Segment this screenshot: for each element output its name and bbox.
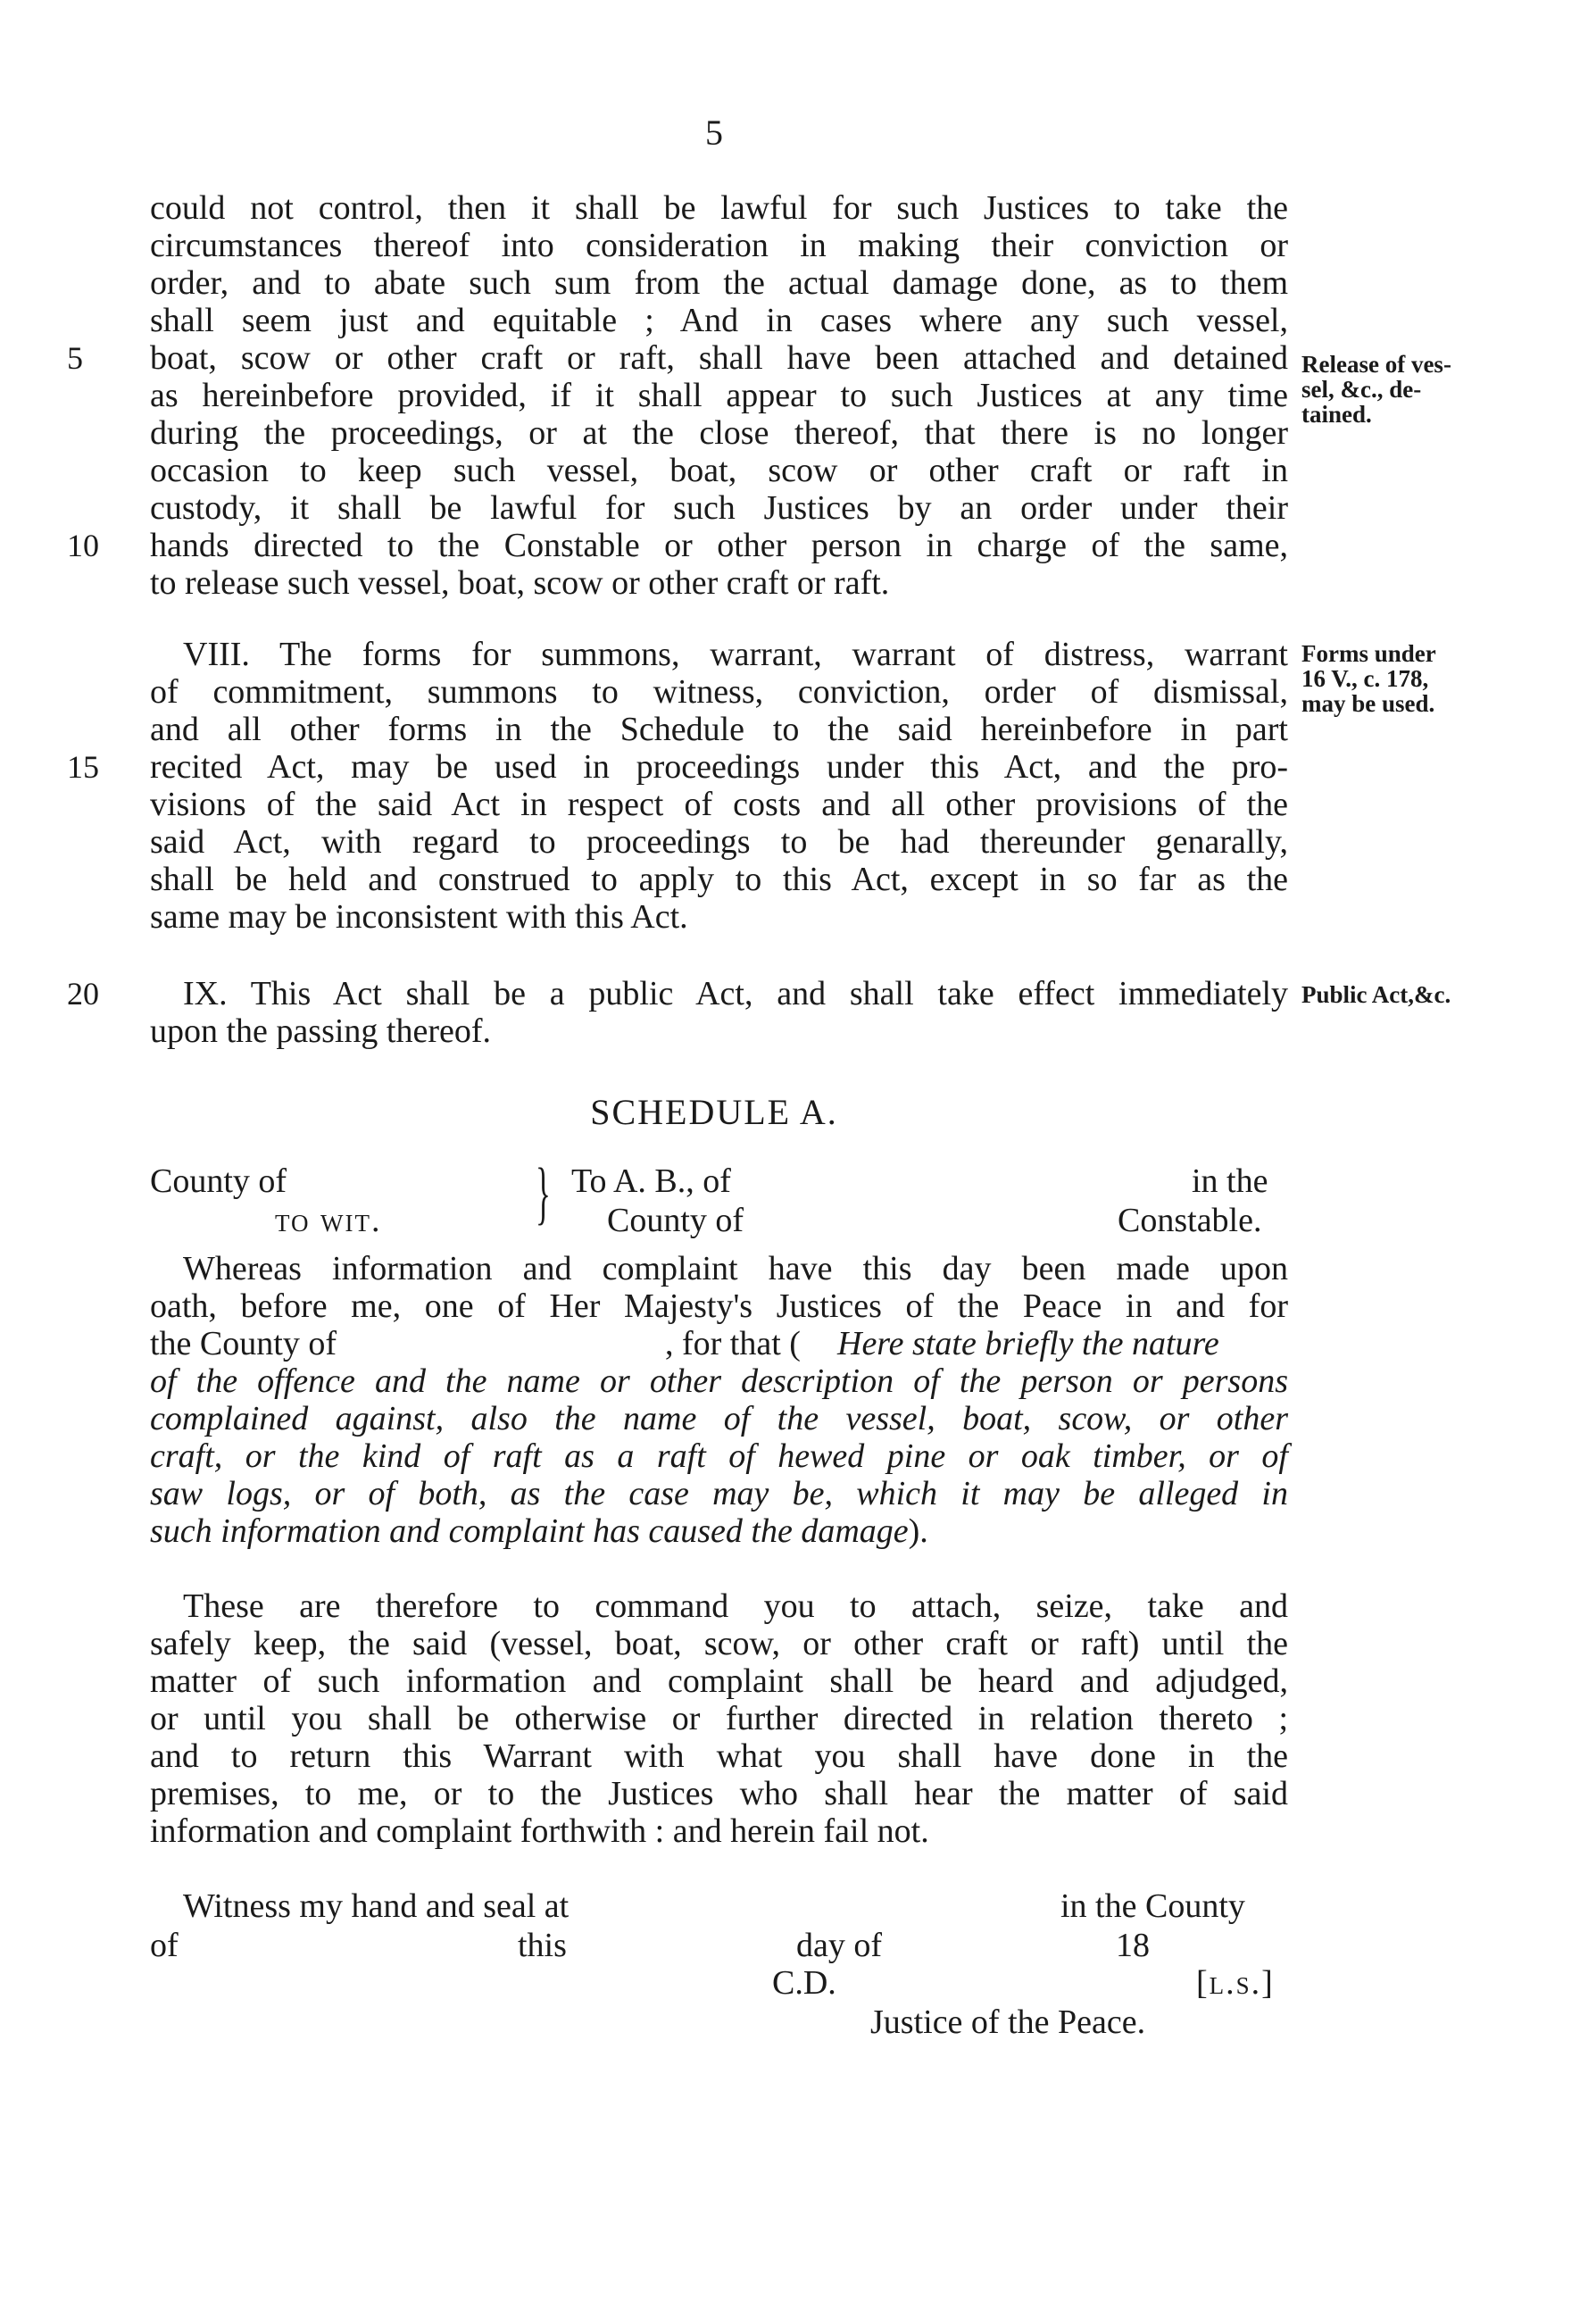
text-line: during the proceedings, or at the close thereof, that there is no longer (150, 414, 1288, 452)
text-line: oath, before me, one of Her Majesty's Justices of the Peace in and for (150, 1287, 1288, 1325)
text-line: Whereas information and complaint have this day been made upon (183, 1250, 1288, 1287)
text-line: as hereinbefore provided, if it shall appear to such Justices at any time (150, 377, 1288, 414)
brace-glyph: } (536, 1154, 551, 1231)
text-fragment: , for that ( (665, 1325, 801, 1362)
line-number: 10 (67, 528, 99, 563)
margin-note-public-act (1301, 982, 1451, 1007)
text-line-italic: complained against, also the name of the vessel, boat, scow, or other (150, 1400, 1288, 1437)
text-line: VIII. The forms for summons, warrant, warrant of distress, warrant (183, 636, 1288, 673)
text-line: and all other forms in the Schedule to the said hereinbefore in part (150, 711, 1288, 748)
text-line: custody, it shall be lawful for such Justices by an order under their (150, 489, 1288, 527)
to-ab-label: To A. B., of (571, 1162, 731, 1200)
margin-note-line: Public Act,&c. (1301, 981, 1451, 1008)
county-of-label: County of (150, 1162, 287, 1200)
text-fragment-italic: such information and complaint has caused the damage (150, 1512, 909, 1550)
text-line-italic: saw logs, or of both, as the case may be, which it may be alleged in (150, 1475, 1288, 1512)
text-line: hands directed to the Constable or other person in charge of the same, (150, 527, 1288, 564)
constable-label: Constable. (1118, 1202, 1262, 1239)
justice-label: Justice of the Peace. (870, 2003, 1146, 2041)
text-line: premises, to me, or to the Justices who shall hear the matter of said (150, 1775, 1288, 1812)
text-line: IX. This Act shall be a public Act, and shall take effect immediately (183, 975, 1288, 1012)
page-number: 5 (705, 112, 723, 153)
in-the-county-label: in the County (1060, 1887, 1245, 1925)
text-line: order, and to abate such sum from the actual damage done, as to them (150, 264, 1288, 302)
text-fragment: ). (908, 1512, 928, 1550)
text-line-italic: of the offence and the name or other description of the person or persons (150, 1362, 1288, 1400)
schedule-heading: SCHEDULE A. (590, 1092, 838, 1132)
text-line: recited Act, may be used in proceedings under this Act, and the pro- (150, 748, 1288, 786)
text-line: shall be held and construed to apply to this Act, except in so far as the (150, 861, 1288, 898)
text-line: of commitment, summons to witness, conviction, order of dismissal, (150, 673, 1288, 711)
text-fragment-italic: Here state briefly the nature (837, 1325, 1219, 1362)
day-of-label: day of (796, 1927, 883, 1964)
text-line: or until you shall be otherwise or further directed in relation thereto ; (150, 1700, 1288, 1737)
to-wit-label: to wit. (275, 1202, 382, 1239)
text-line: upon the passing thereof. (150, 1012, 492, 1050)
margin-note-line: Forms under (1301, 640, 1436, 667)
text-line: circumstances thereof into consideration in making their conviction or (150, 227, 1288, 264)
text-line: occasion to keep such vessel, boat, scow or other craft or raft in (150, 452, 1288, 489)
margin-note-line: tained. (1301, 401, 1372, 428)
margin-note-line: 16 V., c. 178, (1301, 665, 1429, 692)
text-line: to release such vessel, boat, scow or other craft or raft. (150, 564, 890, 602)
county-of-label-2: County of (607, 1202, 744, 1239)
line-number: 5 (67, 340, 83, 376)
text-line-italic: craft, or the kind of raft as a raft of hewed pine or oak timber, or of (150, 1437, 1288, 1475)
text-line: said Act, with regard to proceedings to be had thereunder genarally, (150, 823, 1288, 861)
margin-note-release (1301, 352, 1451, 427)
text-line: information and complaint forthwith : and herein fail not. (150, 1812, 929, 1850)
text-line: visions of the said Act in respect of costs and all other provisions of the (150, 786, 1288, 823)
line-number: 15 (67, 749, 99, 785)
text-line: and to return this Warrant with what you shall have done in the (150, 1737, 1288, 1775)
cd-label: C.D. (772, 1964, 836, 2002)
text-line: boat, scow or other craft or raft, shall have been attached and detained (150, 339, 1288, 377)
text-line-last (150, 1512, 928, 1550)
text-line: same may be inconsistent with this Act. (150, 898, 688, 936)
text-line: These are therefore to command you to attach, seize, take and (183, 1587, 1288, 1625)
margin-note-forms (1301, 641, 1436, 716)
text-line: safely keep, the said (vessel, boat, scow, or other craft or raft) until the (150, 1625, 1288, 1662)
text-line: shall seem just and equitable ; And in cases where any such vessel, (150, 302, 1288, 339)
text-line: matter of such information and complaint shall be heard and adjudged, (150, 1662, 1288, 1700)
text-line: could not control, then it shall be lawful for such Justices to take the (150, 189, 1288, 227)
witness-label: Witness my hand and seal at (183, 1887, 570, 1925)
in-the-label: in the (1192, 1162, 1268, 1200)
text-fragment: the County of (150, 1325, 337, 1362)
margin-note-line: sel, &c., de- (1301, 376, 1422, 403)
margin-note-line: may be used. (1301, 690, 1435, 717)
ls-seal-label: [l.s.] (1196, 1964, 1275, 2002)
of-label: of (150, 1927, 179, 1964)
this-label: this (518, 1927, 567, 1964)
margin-note-line: Release of ves- (1301, 351, 1451, 378)
line-number: 20 (67, 976, 99, 1012)
year-label: 18 (1116, 1927, 1150, 1964)
